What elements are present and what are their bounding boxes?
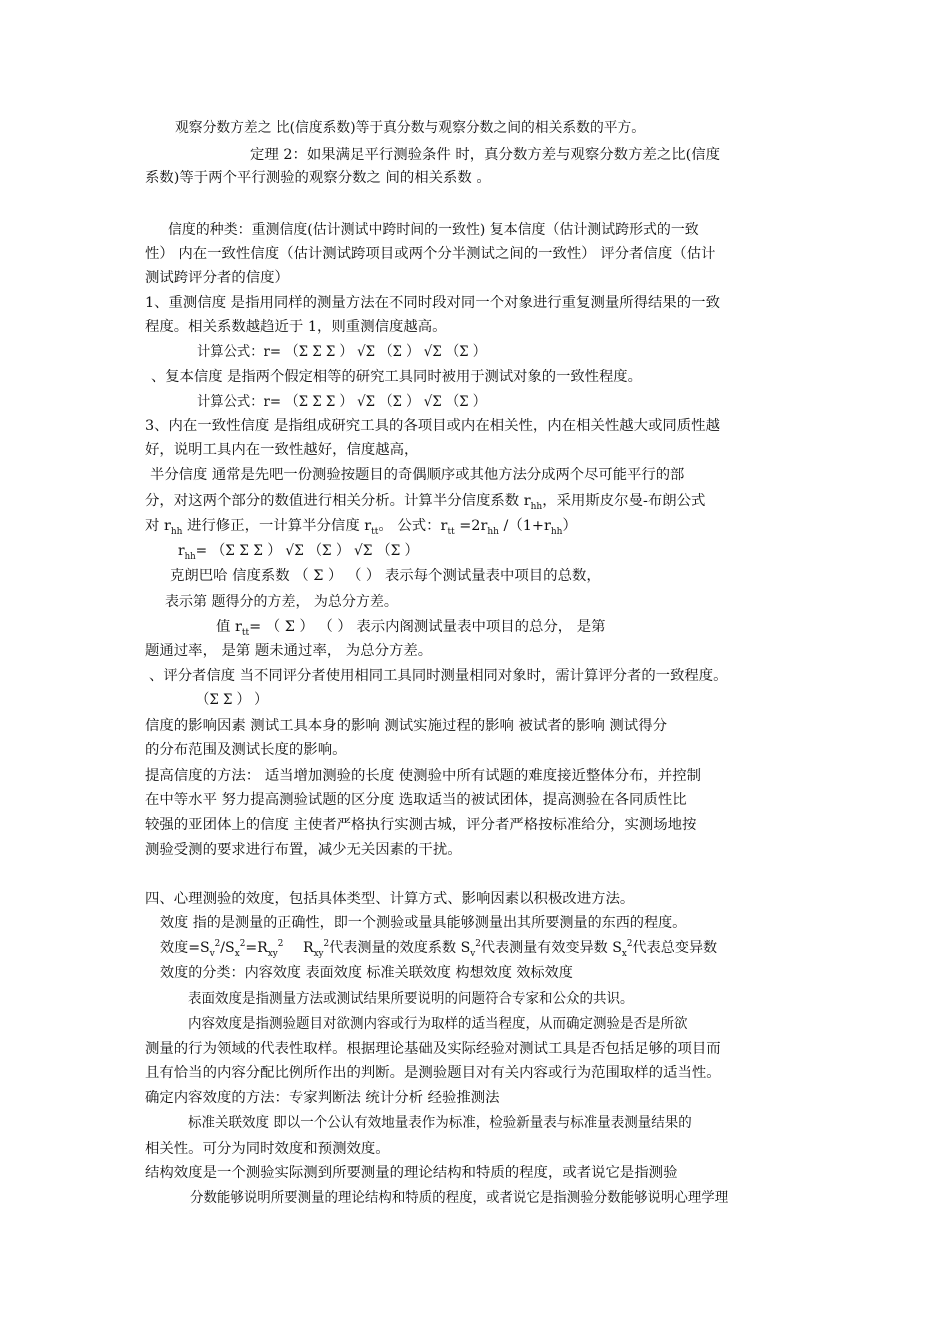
text-line: 程度。相关系数越趋近于 1，则重测信度越高。 — [145, 319, 447, 335]
text-line: 观察分数方差之 比(信度系数)等于真分数与观察分数之间的相关系数的平方。 — [175, 120, 646, 136]
text-line: 定理 2：如果满足平行测验条件 时，真分数方差与观察分数方差之比(信度 — [250, 147, 721, 163]
text-line: 且有恰当的内容分配比例所作出的判断。是测验题目对有关内容或行为范围取样的适当性。 — [145, 1065, 721, 1081]
text-line: 的分布范围及测试长度的影响。 — [145, 742, 347, 758]
text-line: 测验受测的要求进行布置，减少无关因素的干扰。 — [145, 842, 462, 858]
text-line: 确定内容效度的方法：专家判断法 统计分析 经验推测法 — [145, 1090, 500, 1106]
formula-line: $r_{hh}= (\Sigma$ Σ Σ ） √Σ （Σ ） √Σ （Σ ） — [178, 543, 419, 562]
text-line: 克朗巴哈 信度系数 （ Σ ） （ ） 表示每个测试量表中项目的总数， — [170, 568, 601, 584]
text-line: 系数)等于两个平行测验的观察分数之 间的相关系数 。 — [145, 170, 491, 186]
text-line: 测量的行为领域的代表性取样。根据理论基础及实际经验对测试工具是否包括足够的项目而 — [145, 1041, 721, 1057]
text-line: 在中等水平 努力提高测验试题的区分度 选取适当的被试团体，提高测验在各同质性比 — [145, 792, 687, 808]
formula-line: （Σ Σ ） ） — [196, 692, 268, 708]
text-line: 标准关联效度 即以一个公认有效地量表作为标准，检验新量表与标准量表测量结果的 — [188, 1115, 692, 1131]
formula-line: 计算公式：r= （Σ Σ Σ ） √Σ （Σ ） √Σ （Σ ） — [197, 344, 487, 360]
text-line: 表示第 题得分的方差， 为总分方差。 — [165, 594, 398, 610]
formula-line: 计算公式：r= （Σ Σ Σ ） √Σ （Σ ） √Σ （Σ ） — [197, 394, 487, 410]
text-line: 题通过率， 是第 题未通过率， 为总分方差。 — [145, 643, 433, 659]
text-line: 性） 内在一致性信度（估计测试跨项目或两个分半测试之间的一致性） 评分者信度（估计 — [145, 246, 716, 262]
text-line: 效度 指的是测量的正确性，即一个测验或量具能够测量出其所要测量的东西的程度。 — [160, 915, 687, 931]
text-line: 表面效度是指测量方法或测试结果所要说明的问题符合专家和公众的共识。 — [188, 991, 634, 1007]
formula-line: 效度$=S_v^2/S_x^2=R_{xy}^2$ $R_{xy}^2$代表测量的效度系数 $S_v^2$代表测量有效变异数 $S_x^2$代表总变异数 — [160, 939, 718, 959]
text-line: 1、重测信度 是指用同样的测量方法在不同时段对同一个对象进行重复测量所得结果的一致 — [145, 295, 720, 311]
text-line: 效度的分类：内容效度 表面效度 标准关联效度 构想效度 效标效度 — [160, 965, 573, 981]
text-line: 3、内在一致性信度 是指组成研究工具的各项目或内在相关性，内在相关性越大或同质性越 — [145, 418, 720, 434]
formula-line: 对 $r_{hh}$ 进行修正，一计算半分信度 $r_{tt}$。 公式：$r_{tt} =2r_{hh}$ $/(1+r_{hh})$ — [145, 518, 577, 537]
text-line: 信度的种类：重测信度(估计测试中跨时间的一致性) 复本信度（估计测试跨形式的一致 — [168, 222, 699, 238]
text-line: 内容效度是指测验题目对欲测内容或行为取样的适当程度，从而确定测验是否是所欲 — [188, 1016, 688, 1032]
text-line: 结构效度是一个测验实际测到所要测量的理论结构和特质的程度，或者说它是指测验 — [145, 1165, 678, 1181]
formula-line: 值 $r_{tt}=$ （ Σ ） （ ） 表示内阁测试量表中项目的总分， 是第 — [216, 619, 606, 638]
text-line: 提高信度的方法： 适当增加测验的长度 使测验中所有试题的难度接近整体分布，并控制 — [145, 768, 701, 784]
text-line: 分，对这两个部分的数值进行相关分析。计算半分信度系数 $r_{hh}$，采用斯皮尔曼-布朗公式 — [145, 493, 706, 512]
text-line: 相关性。可分为同时效度和预测效度。 — [145, 1141, 390, 1157]
text-line: 信度的影响因素 测试工具本身的影响 测试实施过程的影响 被试者的影响 测试得分 — [145, 718, 667, 734]
text-line: 分数能够说明所要测量的理论结构和特质的程度，或者说它是指测验分数能够说明心理学理 — [190, 1190, 729, 1206]
text-line: 、评分者信度 当不同评分者使用相同工具同时测量相同对象时，需计算评分者的一致程度。 — [149, 668, 728, 684]
text-line: 、复本信度 是指两个假定相等的研究工具同时被用于测试对象的一致性程度。 — [151, 369, 642, 385]
text-line: 半分信度 通常是先吧一份测验按题目的奇偶顺序或其他方法分成两个尽可能平行的部 — [150, 467, 685, 483]
section-heading: 四、心理测验的效度，包括具体类型、计算方式、影响因素以积极改进方法。 — [145, 891, 635, 907]
text-line: 较强的亚团体上的信度 主使者严格执行实测古城，评分者严格按标准给分，实测场地按 — [145, 817, 697, 833]
text-line: 好，说明工具内在一致性越好，信度越高， — [145, 442, 419, 458]
text-line: 测试跨评分者的信度） — [145, 270, 289, 286]
